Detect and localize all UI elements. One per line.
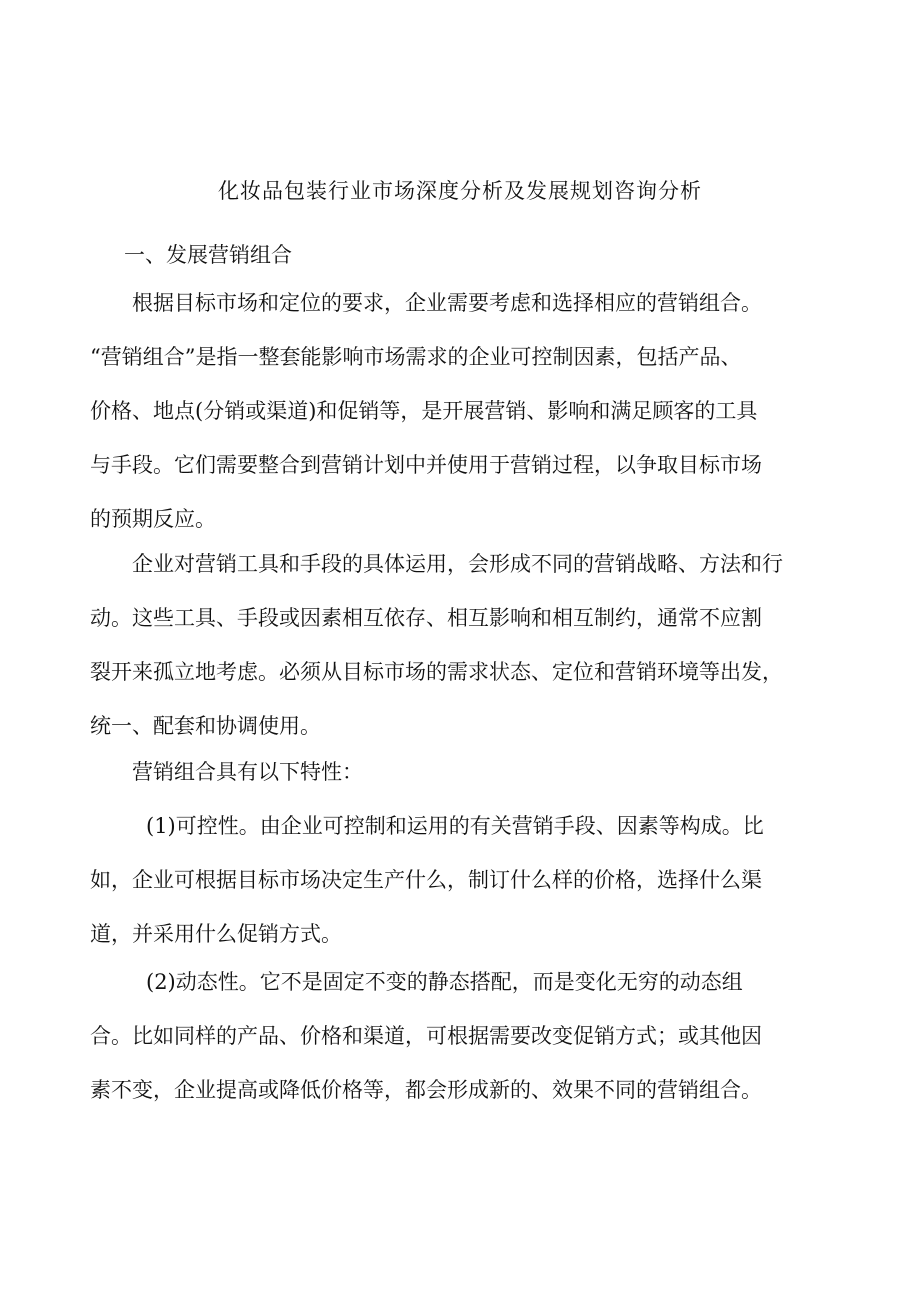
paragraph-characteristics-intro	[90, 745, 860, 799]
paragraph-line: 合。比如同样的产品、价格和渠道，可根据需要改变促销方式；或其他因	[90, 1024, 762, 1048]
paragraph-marketing-mix-definition	[90, 276, 860, 546]
paragraph-marketing-tools-usage	[90, 537, 860, 753]
paragraph-line: 动。这些工具、手段或因素相互依存、相互影响和相互制约，通常不应割	[90, 606, 762, 630]
paragraph-line: 素不变，企业提高或降低价格等，都会形成新的、效果不同的营销组合。	[90, 1078, 762, 1102]
paragraph-line: 道，并采用什么促销方式。	[90, 922, 342, 946]
paragraph-line: 统一、配套和协调使用。	[90, 714, 321, 738]
paragraph-line: 价格、地点(分销或渠道)和促销等，是开展营销、影响和满足顾客的工具	[90, 399, 758, 423]
paragraph-line: 营销组合具有以下特性：	[132, 760, 363, 784]
paragraph-line: 根据目标市场和定位的要求，企业需要考虑和选择相应的营销组合。	[132, 291, 762, 315]
paragraph-line: 与手段。它们需要整合到营销计划中并使用于营销过程，以争取目标市场	[90, 453, 762, 477]
paragraph-line: 如，企业可根据目标市场决定生产什么，制订什么样的价格，选择什么渠	[90, 868, 762, 892]
paragraph-line: 的预期反应。	[90, 507, 216, 531]
section-heading: 一、发展营销组合	[124, 243, 292, 267]
paragraph-dynamics	[90, 955, 860, 1117]
document-title: 化妆品包装行业市场深度分析及发展规划咨询分析	[218, 179, 702, 203]
paragraph-line: “营销组合”是指一整套能影响市场需求的企业可控制因素，包括产品、	[90, 345, 742, 369]
paragraph-line: (1)可控性。由企业可控制和运用的有关营销手段、因素等构成。比	[146, 814, 764, 838]
paragraph-line: 裂开来孤立地考虑。必须从目标市场的需求状态、定位和营销环境等出发，	[90, 660, 783, 684]
paragraph-line: (2)动态性。它不是固定不变的静态搭配，而是变化无穷的动态组	[146, 970, 743, 994]
paragraph-line: 企业对营销工具和手段的具体运用，会形成不同的营销战略、方法和行	[132, 552, 783, 576]
paragraph-controllability	[90, 799, 860, 961]
